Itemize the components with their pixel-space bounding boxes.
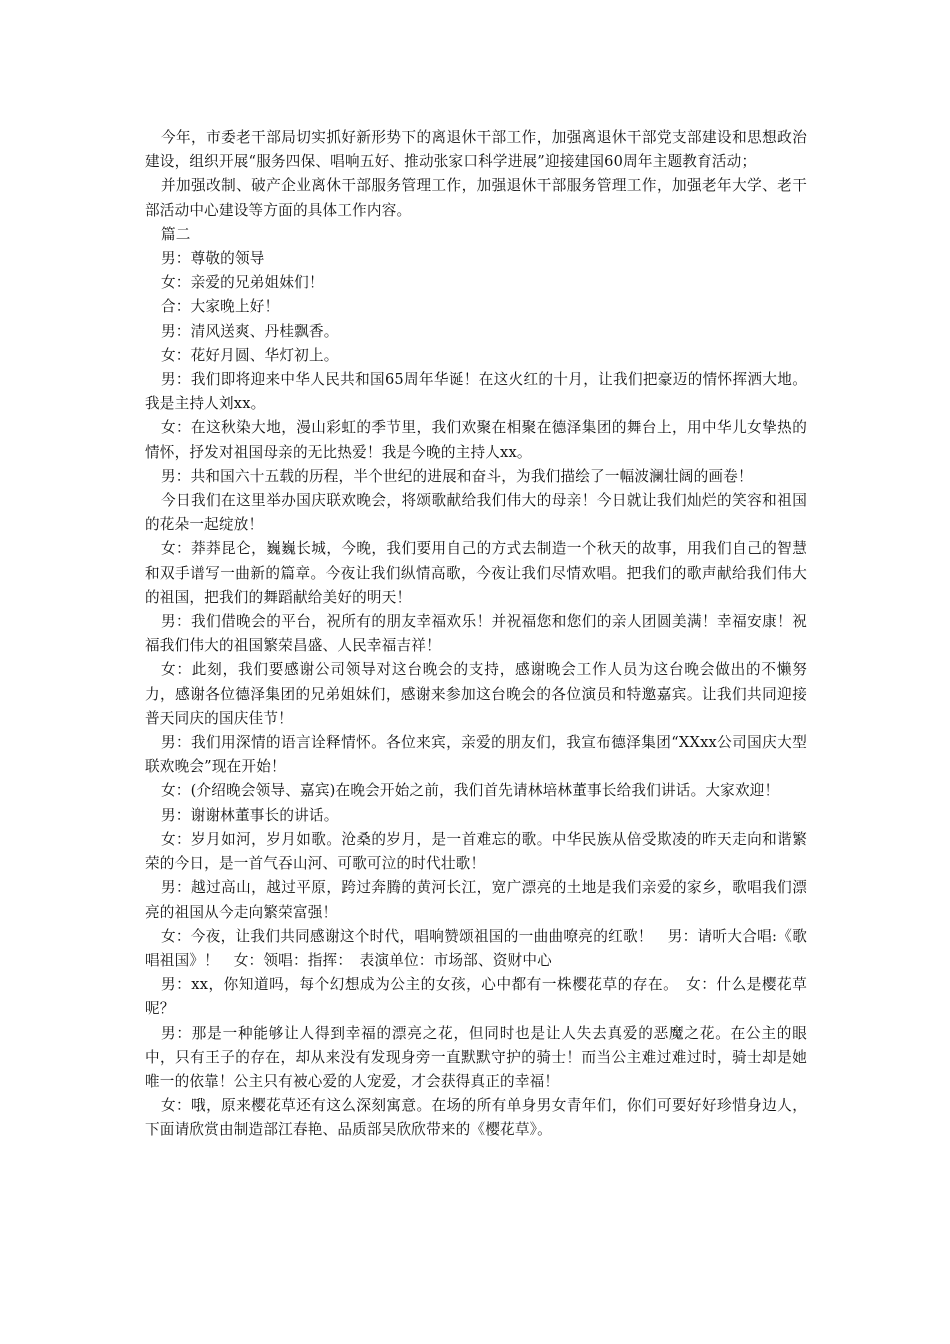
paragraph: 男：清风送爽、丹桂飘香。	[161, 322, 339, 340]
paragraph: 今日我们在这里举办国庆联欢晚会，将颂歌献给我们伟大的母亲！今日就让我们灿烂的笑容和祖国的花朵一起绽放！	[145, 492, 807, 534]
paragraph: 女：今夜，让我们共同感谢这个时代，唱响赞颂祖国的一曲曲嘹亮的红歌！ 男：请听大合唱:《歌唱祖国》！ 女：领唱：指挥： 表演单位：市场部、资财中心	[145, 927, 807, 969]
document-body	[145, 126, 807, 1143]
paragraph: 合：大家晚上好！	[161, 298, 280, 316]
paragraph: 今年，市委老干部局切实抓好新形势下的离退休干部工作，加强离退休干部党支部建设和思想政治建设，组织开展“服务四保、唱响五好、推动张家口科学进展”迎接建国60周年主题教育活动；	[145, 129, 807, 171]
paragraph: 男：我们用深情的语言诠释情怀。各位来宾，亲爱的朋友们，我宣布德泽集团“XXxx公司国庆大型联欢晚会”现在开始！	[145, 734, 807, 776]
paragraph: 女：亲爱的兄弟姐妹们！	[161, 274, 324, 292]
paragraph: 男：xx，你知道吗，每个幻想成为公主的女孩，心中都有一株樱花草的存在。 女：什么是樱花草呢？	[145, 976, 807, 1018]
paragraph: 女：莽莽昆仑，巍巍长城，今晚，我们要用自己的方式去制造一个秋天的故事，用我们自己的智慧和双手谱写一曲新的篇章。今夜让我们纵情高歌，今夜让我们尽情欢唱。把我们的歌声献给我们伟大的祖国，把我们的舞蹈献给美好的明天！	[145, 540, 807, 606]
paragraph: 男：谢谢林董事长的讲话。	[161, 806, 339, 824]
paragraph: 男：我们即将迎来中华人民共和国65周年华诞！在这火红的十月，让我们把豪迈的情怀挥洒大地。我是主持人刘xx。	[145, 371, 807, 413]
paragraph: 男：越过高山，越过平原，跨过奔腾的黄河长江，宽广漂亮的土地是我们亲爱的家乡，歌唱我们漂亮的祖国从今走向繁荣富强！	[145, 879, 807, 921]
section-heading: 篇二	[161, 225, 191, 243]
paragraph: 男：共和国六十五载的历程，半个世纪的进展和奋斗，为我们描绘了一幅波澜壮阔的画卷！	[161, 467, 753, 485]
paragraph: 女：(介绍晚会领导、嘉宾)在晚会开始之前，我们首先请林培林董事长给我们讲话。大家欢迎！	[161, 782, 780, 800]
paragraph: 男：我们借晚会的平台，祝所有的朋友幸福欢乐！并祝福您和您们的亲人团圆美满！幸福安康！祝福我们伟大的祖国繁荣昌盛、人民幸福吉祥！	[145, 613, 807, 655]
paragraph: 女：此刻，我们要感谢公司领导对这台晚会的支持，感谢晚会工作人员为这台晚会做出的不懒努力，感谢各位德泽集团的兄弟姐妹们，感谢来参加这台晚会的各位演员和特邀嘉宾。让我们共同迎接普天同庆的国庆佳节！	[145, 661, 807, 727]
paragraph: 并加强改制、破产企业离休干部服务管理工作，加强退休干部服务管理工作，加强老年大学、老干部活动中心建设等方面的具体工作内容。	[145, 177, 807, 219]
paragraph: 女：花好月圆、华灯初上。	[161, 346, 339, 364]
paragraph: 男：尊敬的领导	[161, 250, 265, 268]
paragraph: 女：岁月如河，岁月如歌。沧桑的岁月，是一首难忘的歌。中华民族从倍受欺凌的昨天走向和谐繁荣的今日，是一首气吞山河、可歌可泣的时代壮歌！	[145, 830, 807, 873]
paragraph: 女：在这秋染大地，漫山彩虹的季节里，我们欢聚在相聚在德泽集团的舞台上，用中华儿女挚热的情怀，抒发对祖国母亲的无比热爱！我是今晚的主持人xx。	[145, 419, 807, 461]
paragraph: 女：哦，原来樱花草还有这么深刻寓意。在场的所有单身男女青年们，你们可要好好珍惜身边人，下面请欣赏由制造部江春艳、品质部吴欣欣带来的《樱花草》。	[145, 1097, 807, 1139]
paragraph: 男：那是一种能够让人得到幸福的漂亮之花，但同时也是让人失去真爱的恶魔之花。在公主的眼中，只有王子的存在，却从来没有发现身旁一直默默守护的骑士！而当公主难过难过时，骑士却是她唯一的依靠！公主只有被心爱的人宠爱，才会获得真正的幸福！	[145, 1024, 807, 1090]
